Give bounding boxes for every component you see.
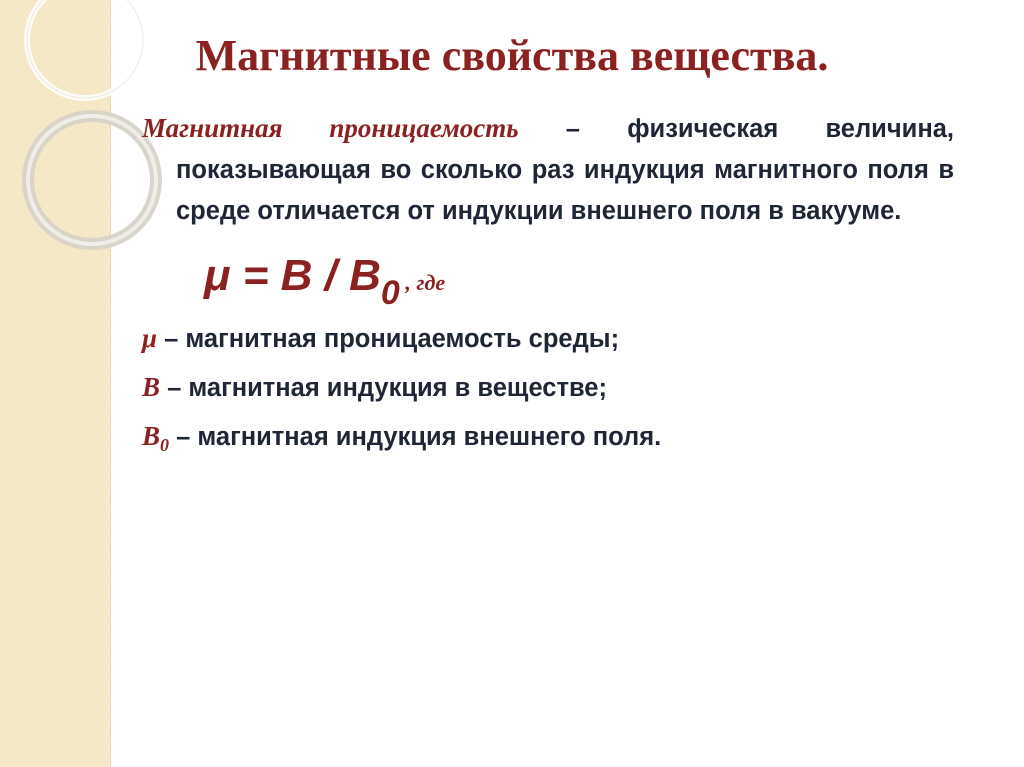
definition-text: – физическая величина, показывающая во сколько раз индукция магнитного поля в среде отличается от индукции внешнего поля в вакууме. [176,115,955,225]
symbol-subscript: 0 [160,435,170,455]
list-item [142,412,954,463]
formula [142,246,954,312]
formula-main: μ = B / B [204,251,381,300]
symbol: B [142,421,161,451]
list-item [142,314,954,363]
symbol-description: – магнитная проницаемость среды; [157,325,620,353]
formula-suffix: , где [399,270,446,295]
slide-content [142,108,954,463]
definition-paragraph [142,108,954,232]
definition-term: Магнитная проницаемость [142,113,519,143]
slide-title: Магнитные свойства вещества. [195,31,829,80]
symbol-list [142,314,954,463]
symbol-description: – магнитная индукция внешнего поля. [169,423,662,451]
symbol: μ [142,323,158,353]
symbol: B [142,372,161,402]
symbol-description: – магнитная индукция в веществе; [160,374,607,402]
list-item [142,363,954,412]
formula-subscript: 0 [380,274,400,312]
decorative-ring [28,116,156,244]
